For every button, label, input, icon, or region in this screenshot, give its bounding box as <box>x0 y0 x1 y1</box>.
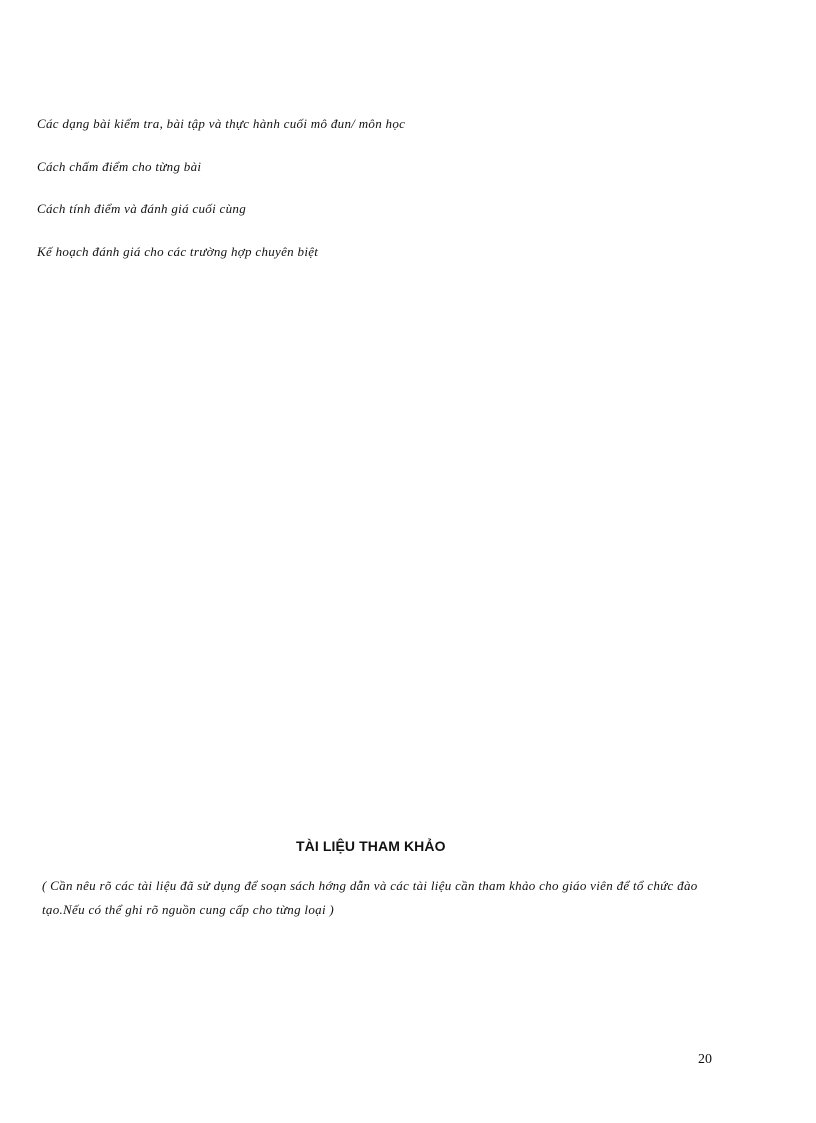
references-note: ( Cần nêu rõ các tài liệu đã sử dụng để soạn sách hớng dẫn và các tài liệu cần tham khảo cho giáo viên để tổ chức đào tạo.Nếu có thể ghi rõ nguồn cung cấp cho từng loại ) <box>42 878 698 917</box>
assessment-item-special-cases: Kế hoạch đánh giá cho các trường hợp chuyên biệt <box>37 244 319 259</box>
references-heading: TÀI LIỆU THAM KHẢO <box>296 838 446 854</box>
assessment-item-final-evaluation: Cách tính điểm và đánh giá cuối cùng <box>37 201 247 216</box>
assessment-item-grading: Cách chấm điểm cho từng bài <box>37 159 202 174</box>
page-number: 20 <box>698 1052 712 1067</box>
assessment-item-test-types: Các dạng bài kiểm tra, bài tập và thực hành cuối mô đun/ môn học <box>37 116 406 131</box>
